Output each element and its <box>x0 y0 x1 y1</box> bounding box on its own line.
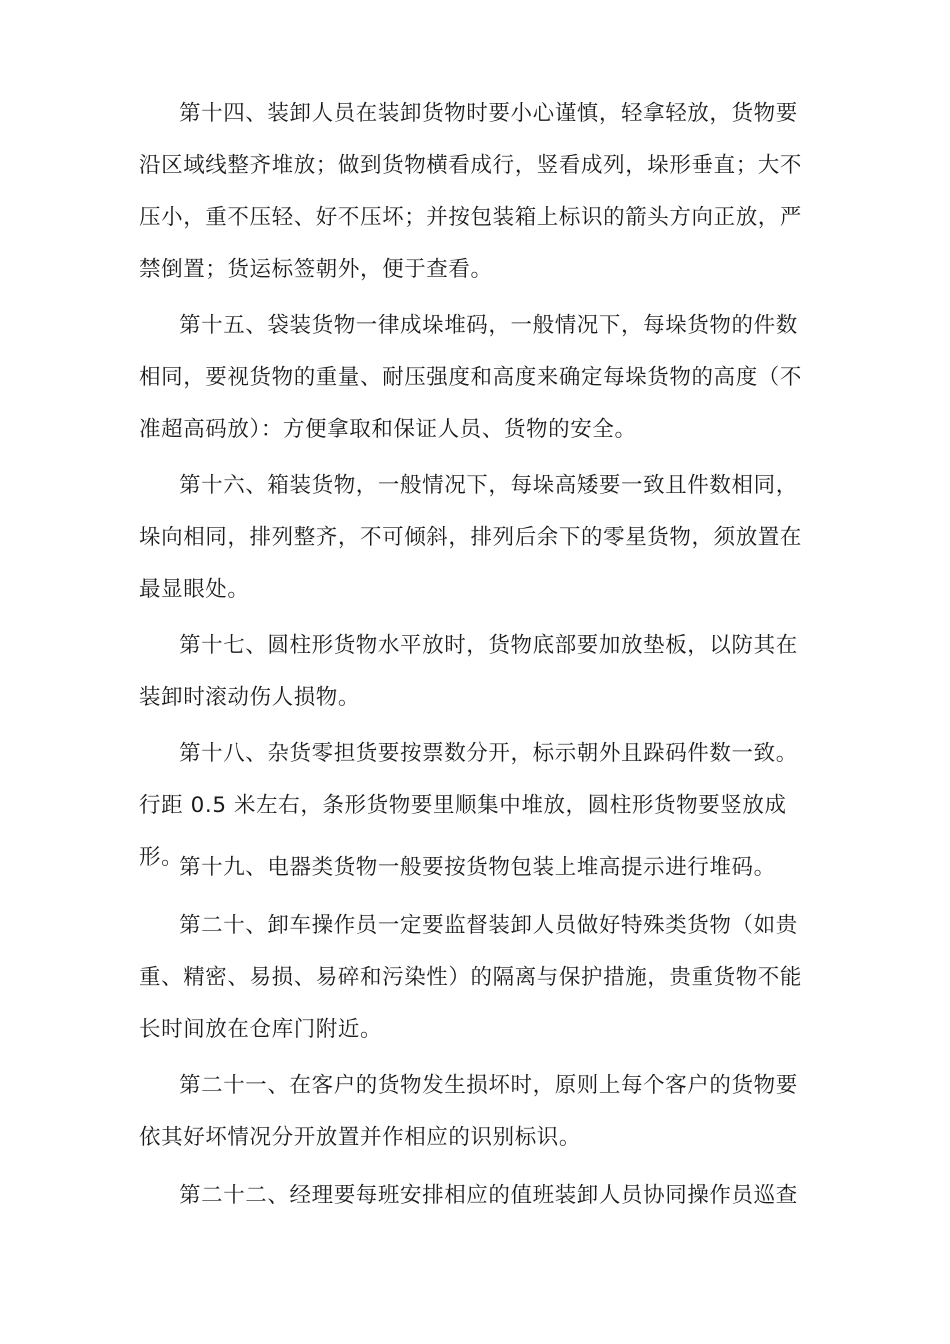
article-18-paragraph: 第十八、杂货零担货要按票数分开，标示朝外且跺码件数一致。行距 0.5 米左右，条形货物要里顺集中堆放，圆柱形货物要竖放成形。 <box>139 741 798 870</box>
article-19-paragraph: 第十九、电器类货物一般要按货物包装上堆高提示进行堆码。 <box>179 855 776 880</box>
article-16-paragraph: 第十六、箱装货物，一般情况下，每垛高矮要一致且件数相同，垛向相同，排列整齐，不可倾斜，排列后余下的零星货物，须放置在最显眼处。 <box>139 473 803 602</box>
article-20-paragraph: 第二十、卸车操作员一定要监督装卸人员做好特殊类货物（如贵重、精密、易损、易碎和污染性）的隔离与保护措施，贵重货物不能长时间放在仓库门附近。 <box>139 913 803 1042</box>
article-21-paragraph: 第二十一、在客户的货物发生损坏时，原则上每个客户的货物要依其好坏情况分开放置并作相应的识别标识。 <box>139 1073 798 1150</box>
article-17-paragraph: 第十七、圆柱形货物水平放时，货物底部要加放垫板，以防其在装卸时滚动伤人损物。 <box>139 633 798 710</box>
article-14-paragraph: 第十四、装卸人员在装卸货物时要小心谨慎，轻拿轻放，货物要沿区域线整齐堆放；做到货物横看成行，竖看成列，垛形垂直；大不压小，重不压轻、好不压坏；并按包装箱上标识的箭头方向正放，严禁倒置；货运标签朝外，便于查看。 <box>139 101 803 282</box>
article-22-paragraph: 第二十二、经理要每班安排相应的值班装卸人员协同操作员巡查 <box>179 1183 798 1208</box>
article-15-paragraph: 第十五、袋装货物一律成垛堆码，一般情况下，每垛货物的件数相同，要视货物的重量、耐压强度和高度来确定每垛货物的高度（不准超高码放）：方便拿取和保证人员、货物的安全。 <box>139 313 803 442</box>
